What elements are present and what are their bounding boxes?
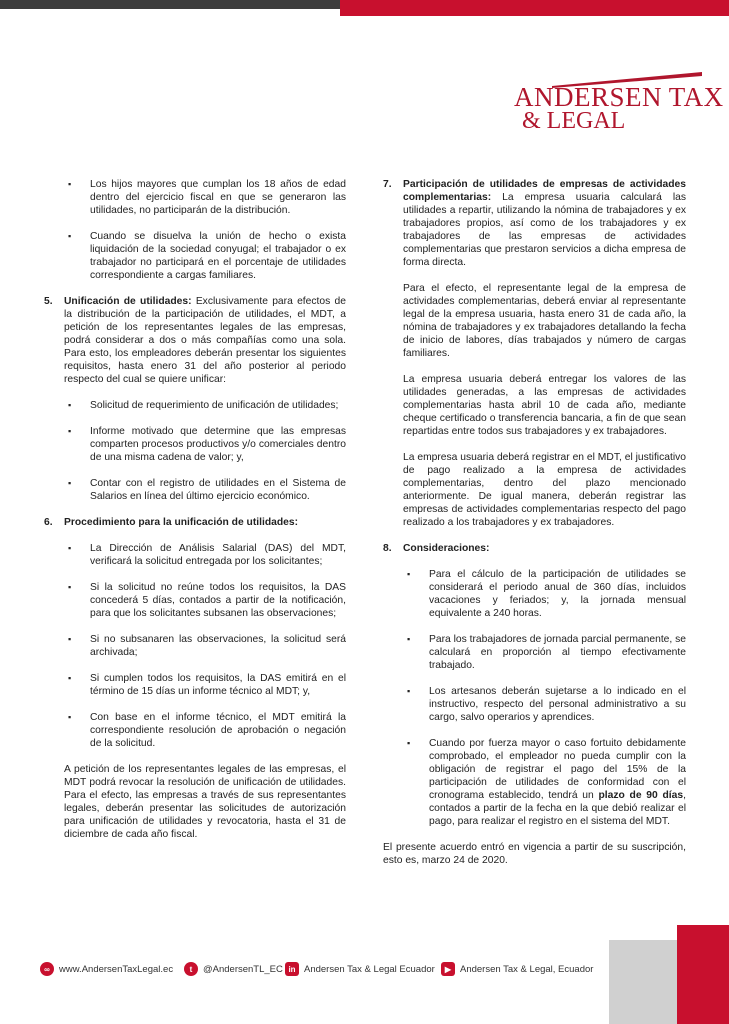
section-number: 8. — [383, 543, 392, 554]
list-item: ▪ Los artesanos deberán sujetarse a lo indicado en el instructivo, respecto del personal administrativo a su cargo, salvo operarios y aprendices. — [405, 685, 686, 724]
paragraph: A petición de los representantes legales de las empresas, el MDT podrá revocar la resolución de unificación de utilidades. Para el efecto, las empresas a través de sus representantes legales, deberán presentar las solicitudes de autorización para unificación de utilidades y revocatoria, hasta el 31 de diciembre de cada año fiscal. — [64, 764, 346, 840]
section-8 — [383, 542, 686, 555]
twitter-icon: t — [184, 962, 198, 976]
list-item-text: Cuando por fuerza mayor o caso fortuito debidamente comprobado, el empleador no pueda cumplir con la obligación de registrar el pago del 15% de la participación de utilidades de conformidad con el cronograma establecido, tendrá un — [429, 738, 686, 801]
link-icon: ∞ — [40, 962, 54, 976]
section-text: Exclusivamente para efectos de la distribución de la participación de utilidades, el MDT, a petición de los representantes legales de las empresas, podrá considerar a dos o más compañías como una sola. Para esto, los empleadores deberán presentar los siguientes requisitos, hasta enero 31 del año posterior al periodo respecto del cual se quiere unificar: — [64, 296, 346, 385]
top-bar-dark — [0, 0, 340, 9]
paragraph: La empresa usuaria deberá entregar los valores de las utilidades generadas, a las empresas de actividades complementarias hasta abril 10 de cada año, mediante cheque certificado o transferencia bancaria, a fin de que sean repartidas entre todos sus trabajadores y ex trabajadores. — [403, 374, 686, 437]
footer-youtube[interactable] — [441, 962, 593, 976]
paragraph: Para el efecto, el representante legal de la empresa de actividades complementarias, deberá enviar al representante legal de la empresa usuaria, hasta enero 31 de cada año, la nómina de trabajadores y ex trabajadores detallando la fecha de inicio de labores, días trabajados y número de cargas familiares. — [403, 283, 686, 359]
logo-line-1: ANDERSEN TAX — [514, 82, 724, 112]
list-item: ▪ Contar con el registro de utilidades en el Sistema de Salarios en línea del último ejercicio económico. — [66, 477, 346, 503]
list-item-bold: plazo de 90 días — [598, 790, 684, 801]
list-item: ▪ Para el cálculo de la participación de utilidades se considerará el periodo anual de 360 días, incluidos vacaciones y feriados; y, la jornada mensual equivalente a 240 horas. — [405, 568, 686, 620]
youtube-icon: ▶ — [441, 962, 455, 976]
list-item: ▪ Si no subsanaren las observaciones, la solicitud será archivada; — [66, 633, 346, 659]
section-title: Procedimiento para la unificación de utilidades: — [64, 517, 299, 528]
left-column — [44, 178, 346, 854]
andersen-logo — [514, 70, 724, 134]
list-item — [405, 737, 686, 828]
footer-youtube-text: Andersen Tax & Legal, Ecuador — [460, 963, 594, 975]
section-title: Unificación de utilidades: — [64, 296, 192, 307]
footer-linkedin-text: Andersen Tax & Legal Ecuador — [304, 963, 435, 975]
footer-web-text: www.AndersenTaxLegal.ec — [59, 963, 174, 975]
closing-paragraph: El presente acuerdo entró en vigencia a partir de su suscripción, esto es, marzo 24 de 2020. — [383, 842, 686, 866]
footer-twitter[interactable] — [184, 962, 283, 976]
section-5 — [44, 295, 346, 386]
list-item: ▪ Si la solicitud no reúne todos los requisitos, la DAS concederá 5 días, contados a partir de la notificación, para que los solicitantes subsanen las observaciones; — [66, 581, 346, 620]
list-item: ▪ La Dirección de Análisis Salarial (DAS) del MDT, verificará la solicitud entregada por los solicitantes; — [66, 542, 346, 568]
section-6 — [44, 516, 346, 529]
section-number: 6. — [44, 517, 53, 528]
list-item: ▪ Cuando se disuelva la unión de hecho o exista liquidación de la sociedad conyugal; el trabajador o ex trabajador no participará en el porcentaje de utilidades correspondiente a cargas familiares. — [66, 230, 346, 282]
section-text: La empresa usuaria calculará las utilidades a repartir, utilizando la nómina de trabajadores y ex trabajadores propios, así como de los trabajadores y ex trabajadores de las empresas de actividades complementarias que prestaron servicios a dicha empresa de forma directa. — [403, 192, 686, 268]
right-column — [383, 178, 686, 867]
top-bar-red — [340, 0, 729, 16]
section-title: Participación de utilidades de empresas de actividades complementarias: — [403, 179, 686, 203]
linkedin-icon: in — [285, 962, 299, 976]
paragraph: La empresa usuaria deberá registrar en el MDT, el justificativo de pago realizado a la empresa de actividades complementarias, dentro del plazo mencionado anteriormente. De igual manera, deberán registrar las empresas de actividades complementarias respecto del pago realizado a los trabajadores y ex trabajadores. — [403, 452, 686, 528]
list-item-text: , contados a partir de la fecha en la que debió realizar el pago, para realizar el registro en el sistema del MDT. — [429, 790, 686, 827]
list-item: ▪ Si cumplen todos los requisitos, la DAS emitirá en el término de 15 días un informe técnico al MDT; y, — [66, 672, 346, 698]
list-item: ▪ Para los trabajadores de jornada parcial permanente, se calculará en proporción al tiempo efectivamente trabajado. — [405, 633, 686, 672]
footer-twitter-text: @AndersenTL_EC — [203, 963, 283, 975]
corner-decoration-red — [677, 925, 729, 1024]
list-item: ▪ Los hijos mayores que cumplan los 18 años de edad dentro del ejercicio fiscal en que se generaron las utilidades, no participarán de la distribución. — [66, 178, 346, 217]
section-7 — [383, 178, 686, 269]
section-number: 7. — [383, 179, 392, 190]
section-number: 5. — [44, 296, 53, 307]
corner-decoration-gray — [609, 940, 677, 1024]
list-item: ▪ Informe motivado que determine que las empresas comparten procesos productivos y/o comerciales dentro de una misma cadena de valor; y, — [66, 425, 346, 464]
footer-web[interactable] — [40, 962, 173, 976]
footer-linkedin[interactable] — [285, 962, 435, 976]
section-title: Consideraciones: — [403, 543, 490, 554]
list-item: ▪ Con base en el informe técnico, el MDT emitirá la correspondiente resolución de aprobación o negación de la solicitud. — [66, 711, 346, 750]
logo-line-2: & LEGAL — [522, 108, 626, 134]
list-item: ▪ Solicitud de requerimiento de unificación de utilidades; — [66, 399, 346, 412]
